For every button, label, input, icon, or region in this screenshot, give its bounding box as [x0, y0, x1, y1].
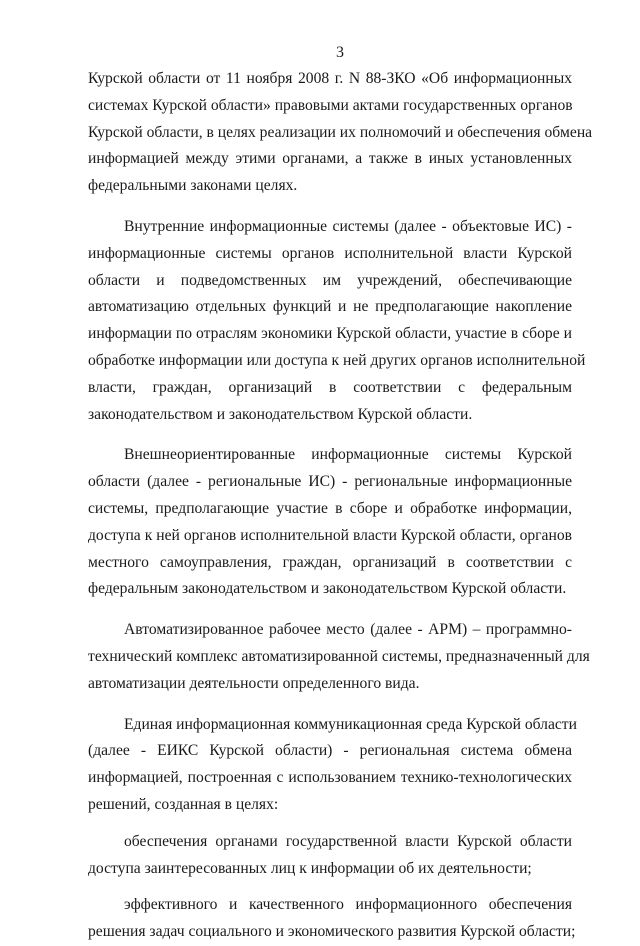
text-line: области и подведомственных им учреждений, обеспечивающие — [88, 271, 572, 289]
text-line: доступа заинтересованных лиц к информации об их деятельности; — [88, 859, 532, 877]
text-line: информации по отраслям экономики Курской области, участие в сборе и — [88, 325, 572, 343]
text-line: обработке информации или доступа к ней других органов исполнительной — [88, 351, 586, 369]
text-line: области (далее - региональные ИС) - региональные информационные — [88, 473, 572, 491]
text-line: (далее - ЕИКС Курской области) - региональная система обмена — [88, 742, 572, 760]
paragraph-continuation — [88, 66, 593, 200]
text-line: доступа к ней органов исполнительной власти Курской области, органов — [88, 526, 572, 544]
text-line: Курской области, в целях реализации их полномочий и обеспечения обмена — [88, 123, 593, 141]
paragraph-external-systems — [88, 442, 572, 603]
text-line: системах Курской области» правовыми актами государственных органов — [88, 96, 573, 114]
text-line: Автоматизированное рабочее место (далее - АРМ) – программно- — [124, 621, 572, 639]
text-line: Курской области от 11 ноября 2008 г. N 88-ЗКО «Об информационных — [88, 70, 572, 87]
text-line: обеспечения органами государственной власти Курской области — [124, 832, 572, 850]
page-number: 3 — [336, 44, 344, 61]
paragraph-internal-systems — [88, 214, 586, 428]
text-line: эффективного и качественного информационного обеспечения — [124, 896, 572, 914]
text-line: власти, граждан, организаций в соответствии с федеральным — [88, 378, 572, 396]
document-body — [88, 66, 593, 946]
paragraph-purpose-support — [88, 892, 576, 946]
paragraph-eiks — [88, 712, 577, 819]
text-line: решений, созданная в целях: — [88, 795, 279, 813]
text-line: системы, предполагающие участие в сборе и обработке информации, — [88, 499, 572, 517]
text-line: автоматизации деятельности определенного вида. — [88, 674, 420, 692]
text-line: информационные системы органов исполнительной власти Курской — [88, 244, 572, 262]
text-line: информацией, построенная с использованием технико-технологических — [88, 769, 572, 787]
text-line: законодательством и законодательством Курской области. — [88, 405, 473, 423]
text-line: автоматизацию отдельных функций и не предполагающие накопление — [88, 298, 572, 316]
text-line: информацией между этими органами, а также в иных установленных — [88, 150, 572, 168]
text-line: Внутренние информационные системы (далее - объектовые ИС) - — [124, 217, 572, 235]
text-line: местного самоуправления, граждан, организаций в соответствии с — [88, 553, 572, 571]
text-line: федеральными законами целях. — [88, 177, 298, 195]
text-line: технический комплекс автоматизированной системы, предназначенный для — [88, 647, 590, 665]
paragraph-purpose-access — [88, 829, 572, 883]
text-line: федеральным законодательством и законодательством Курской области. — [88, 580, 567, 598]
paragraph-workstation — [88, 617, 590, 697]
text-line: Внешнеориентированные информационные системы Курской — [124, 446, 572, 464]
text-line: решения задач социального и экономического развития Курской области; — [88, 923, 576, 941]
text-line: Единая информационная коммуникационная среда Курской области — [124, 715, 577, 733]
